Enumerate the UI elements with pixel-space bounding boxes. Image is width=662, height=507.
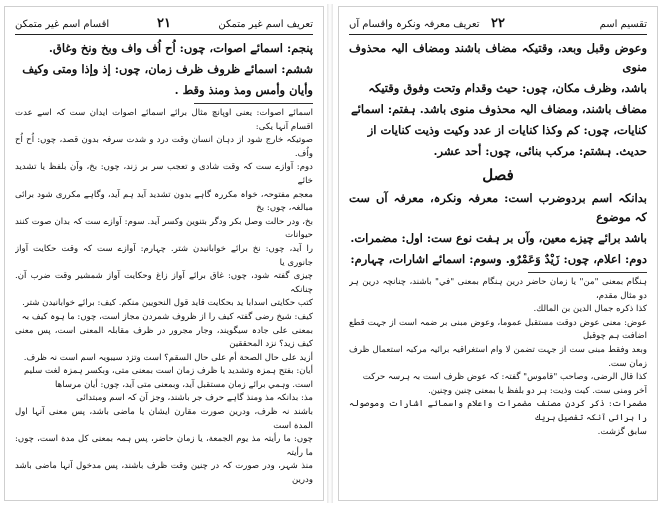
note-line: چیزی گفتہ شود، چوں: غاق برائے آواز زاغ وحكايت آواز شمشير وقت ضرب آن. چنانكہ xyxy=(15,271,313,295)
note-line: كذا ذكره جمال الدين بن المالك. xyxy=(533,304,647,315)
note-line: وبعد وفقط مبنى ست از جہت تضمن لا وام استغراقيہ برائيہ مركبہ استعمال ظرف زمان ست. xyxy=(349,344,647,369)
main-text-line: مضاف باشند، ومضاف الیہ محذوف منوی باشد. ہفتم: اسمائے xyxy=(350,102,647,116)
page-number: ۲۱ xyxy=(157,16,171,31)
page-body xyxy=(349,39,647,494)
footnotes xyxy=(349,276,647,439)
note-line: منذ شہر، ودر صورت كہ در چنين وقت ظرف باشند، پس مدخول آنہا ماضى باشد ودرين xyxy=(15,461,313,486)
main-text-line: حديث. ہشتم: مركب بنائی، چوں: أحد عشر. xyxy=(433,144,647,158)
running-head-right: تقسیم اسم xyxy=(599,19,647,30)
note-line: عوض: معنى عوض دوقت مستقبل عموما، وعوض مبنى بر ضمہ است از جہت قطع اضافت ہم چوقبل xyxy=(349,317,647,342)
note-line: چوں: ما رأيتہ مذ يوم الجمعة، يا زمان حاضر، پس ہمہ بمعنى كل مدة است، چوں: ما رأيتہ xyxy=(15,434,313,458)
note-line: اسمائے اصوات: یعنی اوپانچ مثال برائے اسمائے اصوات ایدان ست کہ اسے عدت اقسام آنہا یکی: xyxy=(15,108,313,132)
note-line: است. وہمي برائے زمان مستقبل آيد، وبمعنى متى آيد، چوں: أيان مرساها xyxy=(55,379,313,390)
page-header xyxy=(15,15,313,35)
note-line: سابق گزشت. xyxy=(597,426,647,437)
note-line: باشند نہ ظرف، ودرين صورت مقارن ايشان يا ماضى باشد، پس معنى آنہا اول المدة است xyxy=(15,407,313,431)
note-line: ہنگام بمعنی "من" يا زمان حاضر درين ہنگام بمعنی "في" باشند، چنانچہ درين ہر دو مثال مقدم، xyxy=(349,277,647,301)
left-page xyxy=(4,6,324,501)
main-text-line: وأيان وأمس ومذ ومنذ وقط . xyxy=(174,83,313,97)
note-line: معجم مفتوحہ، خواہ مکررہ گاہے بدون تشدید آید ہم آید، وگاہے مکرری شود برائی مبالغہ، چوں: بخ xyxy=(15,189,313,214)
main-text-line: باشد، وظرف مکان، چوں: حیث وقدام وتحت وفوق وقتیکہ xyxy=(368,81,647,95)
main-text-line: بدانکہ اسم بردوضرب است: معرفہ ونکرہ، معرفہ آں ست کہ موضوع xyxy=(349,191,647,224)
note-line: بخ، ودر حالت وصل بكر ودگر بتنوين وكسر آيد. سوم: آوازے ست كہ بدان صوت كنند حيوانات xyxy=(15,216,313,241)
main-text-line: وعوض وقبل وبعد، وقتیکہ مضاف باشند ومضاف الیہ محذوف منوی xyxy=(349,41,647,74)
right-page xyxy=(338,6,658,501)
note-line: كتب حكايتى اسدابا يد بحكايت قايد قول النحويين منكم. كيف: برائے خوابانيدن شتر. xyxy=(22,298,313,309)
note-line: أزيد على حال الصحة أم على حال السقم؟ است وتزد سيبويہ اسم است نہ ظرف. xyxy=(23,352,313,363)
note-line: أيان: بفتح ہمزہ وتشديد يا ظرف زمان است بمعنى متى، وبكسر ہمزہ لغت سليم xyxy=(23,366,313,377)
running-head-right: تعریف اسم غیر متمکن xyxy=(218,19,313,30)
divider xyxy=(194,103,313,104)
note-line: كذا قال الرضی، وصاحب "قاموس" گفتہ: كہ عوض ظرف است بہ ہرسہ حركت xyxy=(362,372,647,383)
note-line: صوتیکہ خارج شود از دہان انسان وقت درد و شدت سرفہ بدون قصد، چوں: اُح اُح واُف. xyxy=(15,135,313,159)
running-head-left: تعریف معرفہ ونکرہ واقسام آں xyxy=(349,19,480,30)
divider xyxy=(528,272,647,273)
section-title: فصل xyxy=(482,166,514,184)
running-head-left: اقسام اسم غیر متمکن xyxy=(15,19,110,30)
note-line: كيف: شيخ رضی گفتہ كيف را از ظروف شمردن مجاز است، چوں: ما ہوہ كيف بہ xyxy=(21,311,313,322)
main-text-line: ششم: اسمائے ظروف ظرف زمان، چوں: إذ وإذا ومتی وكيف xyxy=(22,62,313,76)
book-gutter xyxy=(327,4,333,503)
note-line: بمعنى على جادہ سيگويند، وجار مجرور در ظرف مقابلہ المعنى است، پس معنى كيف زيد؟ نزد المحققين xyxy=(15,325,313,350)
note-line: را آيد، چوں: نخ برائے خوابانيدن شتر. چہارم: آوازے ست كہ وقت حكايت آواز جانورى يا xyxy=(15,243,313,268)
note-line: آخر ومنى ست. كيت وذيت: ہر دو بلفظ يا بمعنى چنين وچنين. xyxy=(428,385,647,396)
main-text-line: کنایات، چوں: کم وكذا كنايات از عدد وكيت وذيت كنايات از xyxy=(367,123,647,137)
main-text-line: دوم: اعلام، چوں: زَيْدٌ وَعَمْرٌو. وسوم: اسمائے اشارات، چہارم: xyxy=(350,252,647,266)
footnotes xyxy=(15,107,313,488)
page-number: ۲۲ xyxy=(491,16,505,31)
page-body xyxy=(15,39,313,494)
main-text-line: پنجم: اسمائے اصوات، چوں: اُح اُف واف وبخ ونخ وغاق. xyxy=(48,41,313,55)
main-text-line: باشد برائے چیزے معین، وآں بر ہفت نوع ست: اول: مضمرات. xyxy=(350,231,647,245)
page-header xyxy=(349,15,647,35)
note-line: دوم: آوازے ست کہ وقت شادی و تعجب سر بر زند، چوں: بخ، وآن بلفظ یا تشدید خائے xyxy=(15,162,313,186)
note-line: مذ: بدانكہ مذ ومنذ گاہے حرف جر باشند، وجز آن كہ اسم ومبتدائى xyxy=(76,393,313,404)
note-line: مضمرات: ذكر كردن مصنف مضمرات واعلام واسمائے اشارات وموصولہ را برائى آنكہ تفصيل ہريك xyxy=(349,399,647,423)
